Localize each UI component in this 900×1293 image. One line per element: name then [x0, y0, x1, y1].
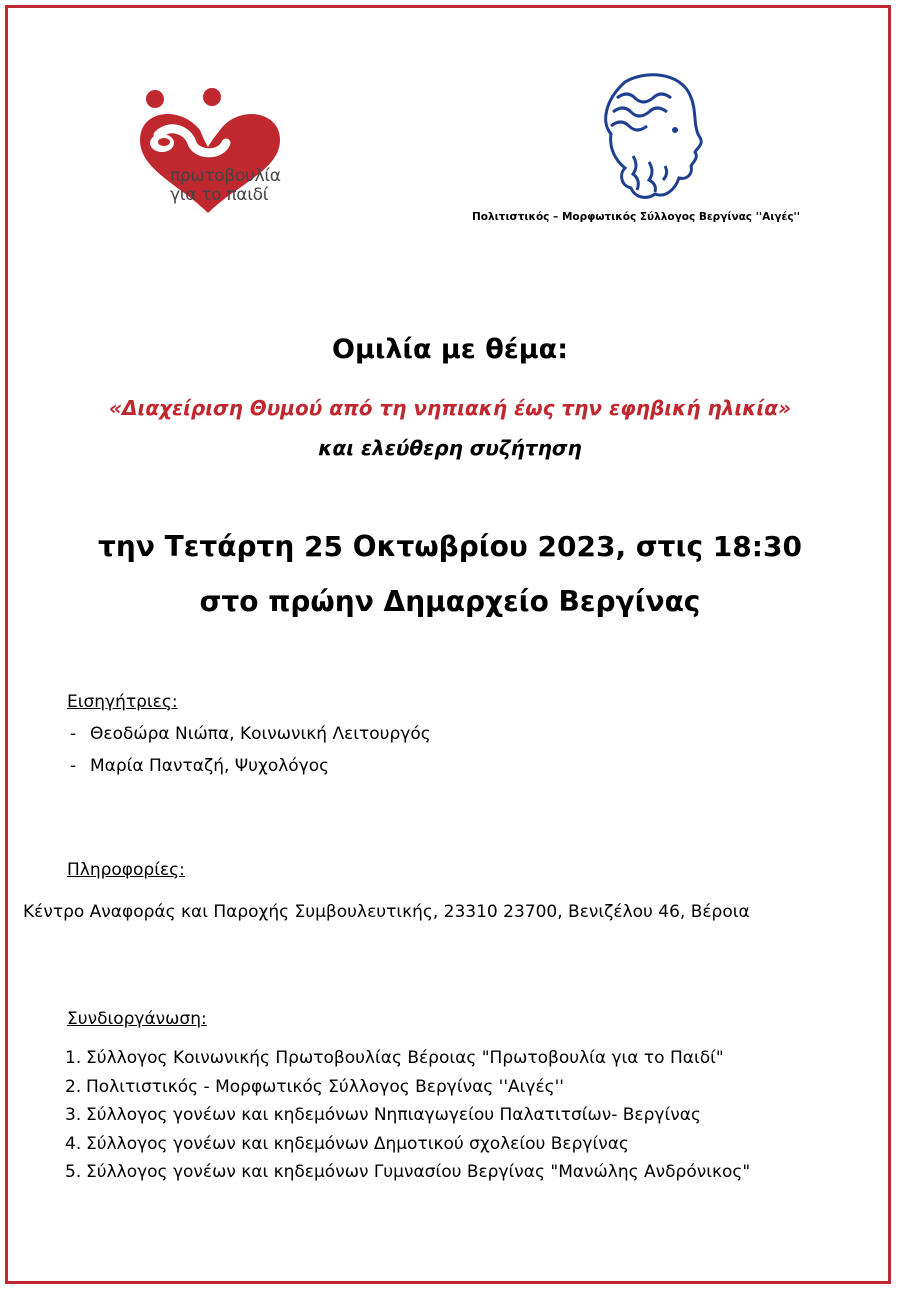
speaker-text: Μαρία Πανταζή, Ψυχολόγος [90, 756, 330, 776]
talk-title: Ομιλία με θέμα: [332, 334, 568, 365]
organizer-number: 1. [65, 1048, 82, 1068]
logo-wordmark [170, 167, 281, 205]
organizer-number: 2. [65, 1076, 82, 1097]
organizer-text: Σύλλογος γονέων και κηδεμόνων Δημοτικού σχολείου Βεργίνας [86, 1133, 629, 1154]
logo-wordmark-line1: πρωτοβουλία [170, 166, 281, 186]
organizer-item [65, 1162, 750, 1191]
info-text: Κέντρο Αναφοράς και Παροχής Συμβουλευτικής, 23310 23700, Βενιζέλου 46, Βέροια [23, 902, 750, 922]
event-date: την Τετάρτη 25 Οκτωβρίου 2023, στις 18:30 [98, 530, 802, 563]
speaker-dash: - [70, 756, 77, 776]
organizers-list [65, 1048, 750, 1191]
association-caption: Πολιτιστικός – Μορφωτικός Σύλλογος Βεργίνας ''Αιγές'' [472, 211, 800, 223]
event-place: στο πρώην Δημαρχείο Βεργίνας [199, 585, 701, 618]
profile-head-logo-icon [595, 70, 707, 202]
organizer-text: Σύλλογος γονέων και κηδεμόνων Νηπιαγωγείου Παλατιτσίων- Βεργίνας [86, 1105, 701, 1125]
speaker-item [70, 756, 329, 776]
speaker-text: Θεοδώρα Νιώπα, Κοινωνική Λειτουργός [90, 724, 431, 744]
talk-subtopic: και ελεύθερη συζήτηση [318, 436, 582, 460]
speakers-label: Εισηγήτριες: [67, 692, 178, 712]
organizer-item [65, 1048, 750, 1077]
info-label: Πληροφορίες: [67, 860, 185, 880]
organizer-text: Σύλλογος Κοινωνικής Πρωτοβουλίας Βέροιας "Πρωτοβουλία για το Παιδί" [86, 1048, 724, 1068]
organizer-number: 3. [65, 1105, 82, 1125]
logo-wordmark-line2: για το παιδί [170, 185, 269, 205]
organizer-text: Πολιτιστικός - Μορφωτικός Σύλλογος Βεργίνας ''Αιγές'' [86, 1076, 564, 1097]
organizer-number: 4. [65, 1133, 82, 1154]
organizer-item [65, 1134, 750, 1163]
organizer-item [65, 1077, 750, 1106]
speaker-dash: - [70, 724, 77, 744]
talk-topic: «Διαχείριση Θυμού από τη νηπιακή έως την εφηβική ηλικία» [109, 396, 791, 420]
organizers-label: Συνδιοργάνωση: [67, 1009, 207, 1029]
organizer-item [65, 1105, 750, 1134]
organizer-text: Σύλλογος γονέων και κηδεμόνων Γυμνασίου Βεργίνας "Μανώλης Ανδρόνικος" [86, 1162, 751, 1182]
organizer-number: 5. [65, 1162, 82, 1182]
speaker-item [70, 724, 431, 744]
